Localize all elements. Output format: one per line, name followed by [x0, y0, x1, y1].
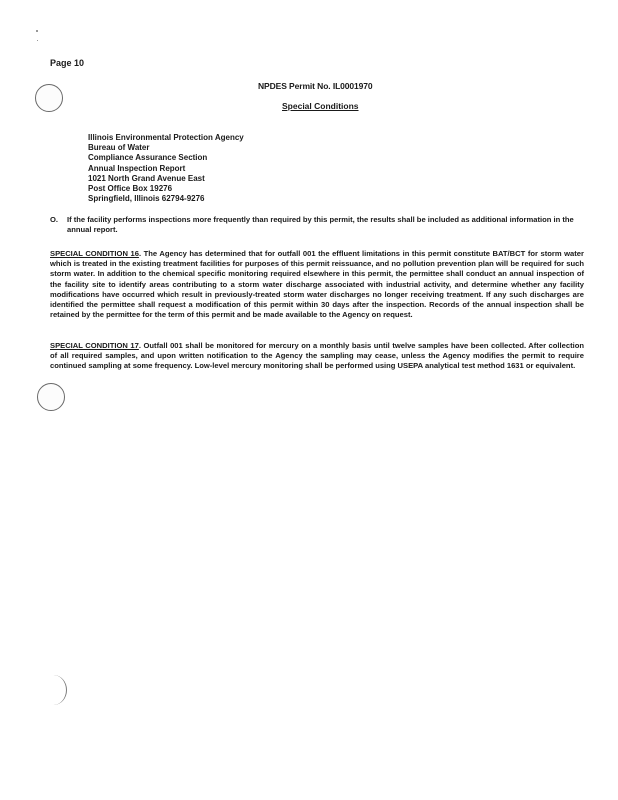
- list-item-o: [50, 215, 584, 235]
- list-item-text: If the facility performs inspections more frequently than required by this permit, the results shall be included as additional information in the annual report.: [67, 215, 574, 235]
- section-title: Special Conditions: [282, 101, 359, 111]
- condition-body: . The Agency has determined that for outfall 001 the effluent limitations in this permit constitute BAT/BCT for storm water which is treated in the existing treatment facilities for purposes of this permit reissuance, and no pollution prevention plan will be required for such storm water. In addition to the chemical specific monitoring required elsewhere in this permit, the permittee shall conduct an annual inspection of the facility site to identify areas contributing to a storm water discharge associated with industrial activity, and determine whether any facility modifications have occurred which result in previously-treated storm water discharges no longer receiving treatment. If any such discharges are identified the permittee shall request a modification of this permit within 30 days after the inspection. Records of the annual inspection shall be retained by the permittee for the term of this permit and be made available to the Agency on request.: [50, 249, 584, 320]
- punch-hole-partial: [40, 675, 67, 705]
- scan-speck: [36, 30, 38, 32]
- address-line: Bureau of Water: [88, 143, 150, 153]
- punch-hole: [37, 383, 65, 411]
- special-condition-16: [50, 249, 584, 320]
- address-line: Compliance Assurance Section: [88, 153, 208, 163]
- scan-speck: [37, 40, 38, 41]
- address-line: Springfield, Illinois 62794-9276: [88, 194, 205, 204]
- condition-heading: SPECIAL CONDITION 17: [50, 341, 139, 350]
- permit-number: NPDES Permit No. IL0001970: [258, 81, 373, 91]
- list-item-letter: O.: [50, 215, 59, 224]
- address-line: Illinois Environmental Protection Agency: [88, 133, 244, 142]
- condition-body: . Outfall 001 shall be monitored for mercury on a monthly basis until twelve samples have been collected. After collection of all required samples, and upon written notification to the Agency the sampling may cease, unless the Agency modifies the permit to require continued sampling at some frequency. Low-level mercury monitoring shall be performed using USEPA analytical test method 1631 or equivalent.: [50, 341, 584, 371]
- punch-hole: [35, 84, 63, 112]
- address-line: Post Office Box 19276: [88, 184, 173, 194]
- address-line: Annual Inspection Report: [88, 163, 186, 173]
- mailing-address: [88, 133, 244, 204]
- page-number: Page 10: [50, 58, 85, 68]
- address-line: 1021 North Grand Avenue East: [88, 173, 205, 183]
- special-condition-17: [50, 341, 584, 372]
- condition-heading: SPECIAL CONDITION 16: [50, 249, 139, 258]
